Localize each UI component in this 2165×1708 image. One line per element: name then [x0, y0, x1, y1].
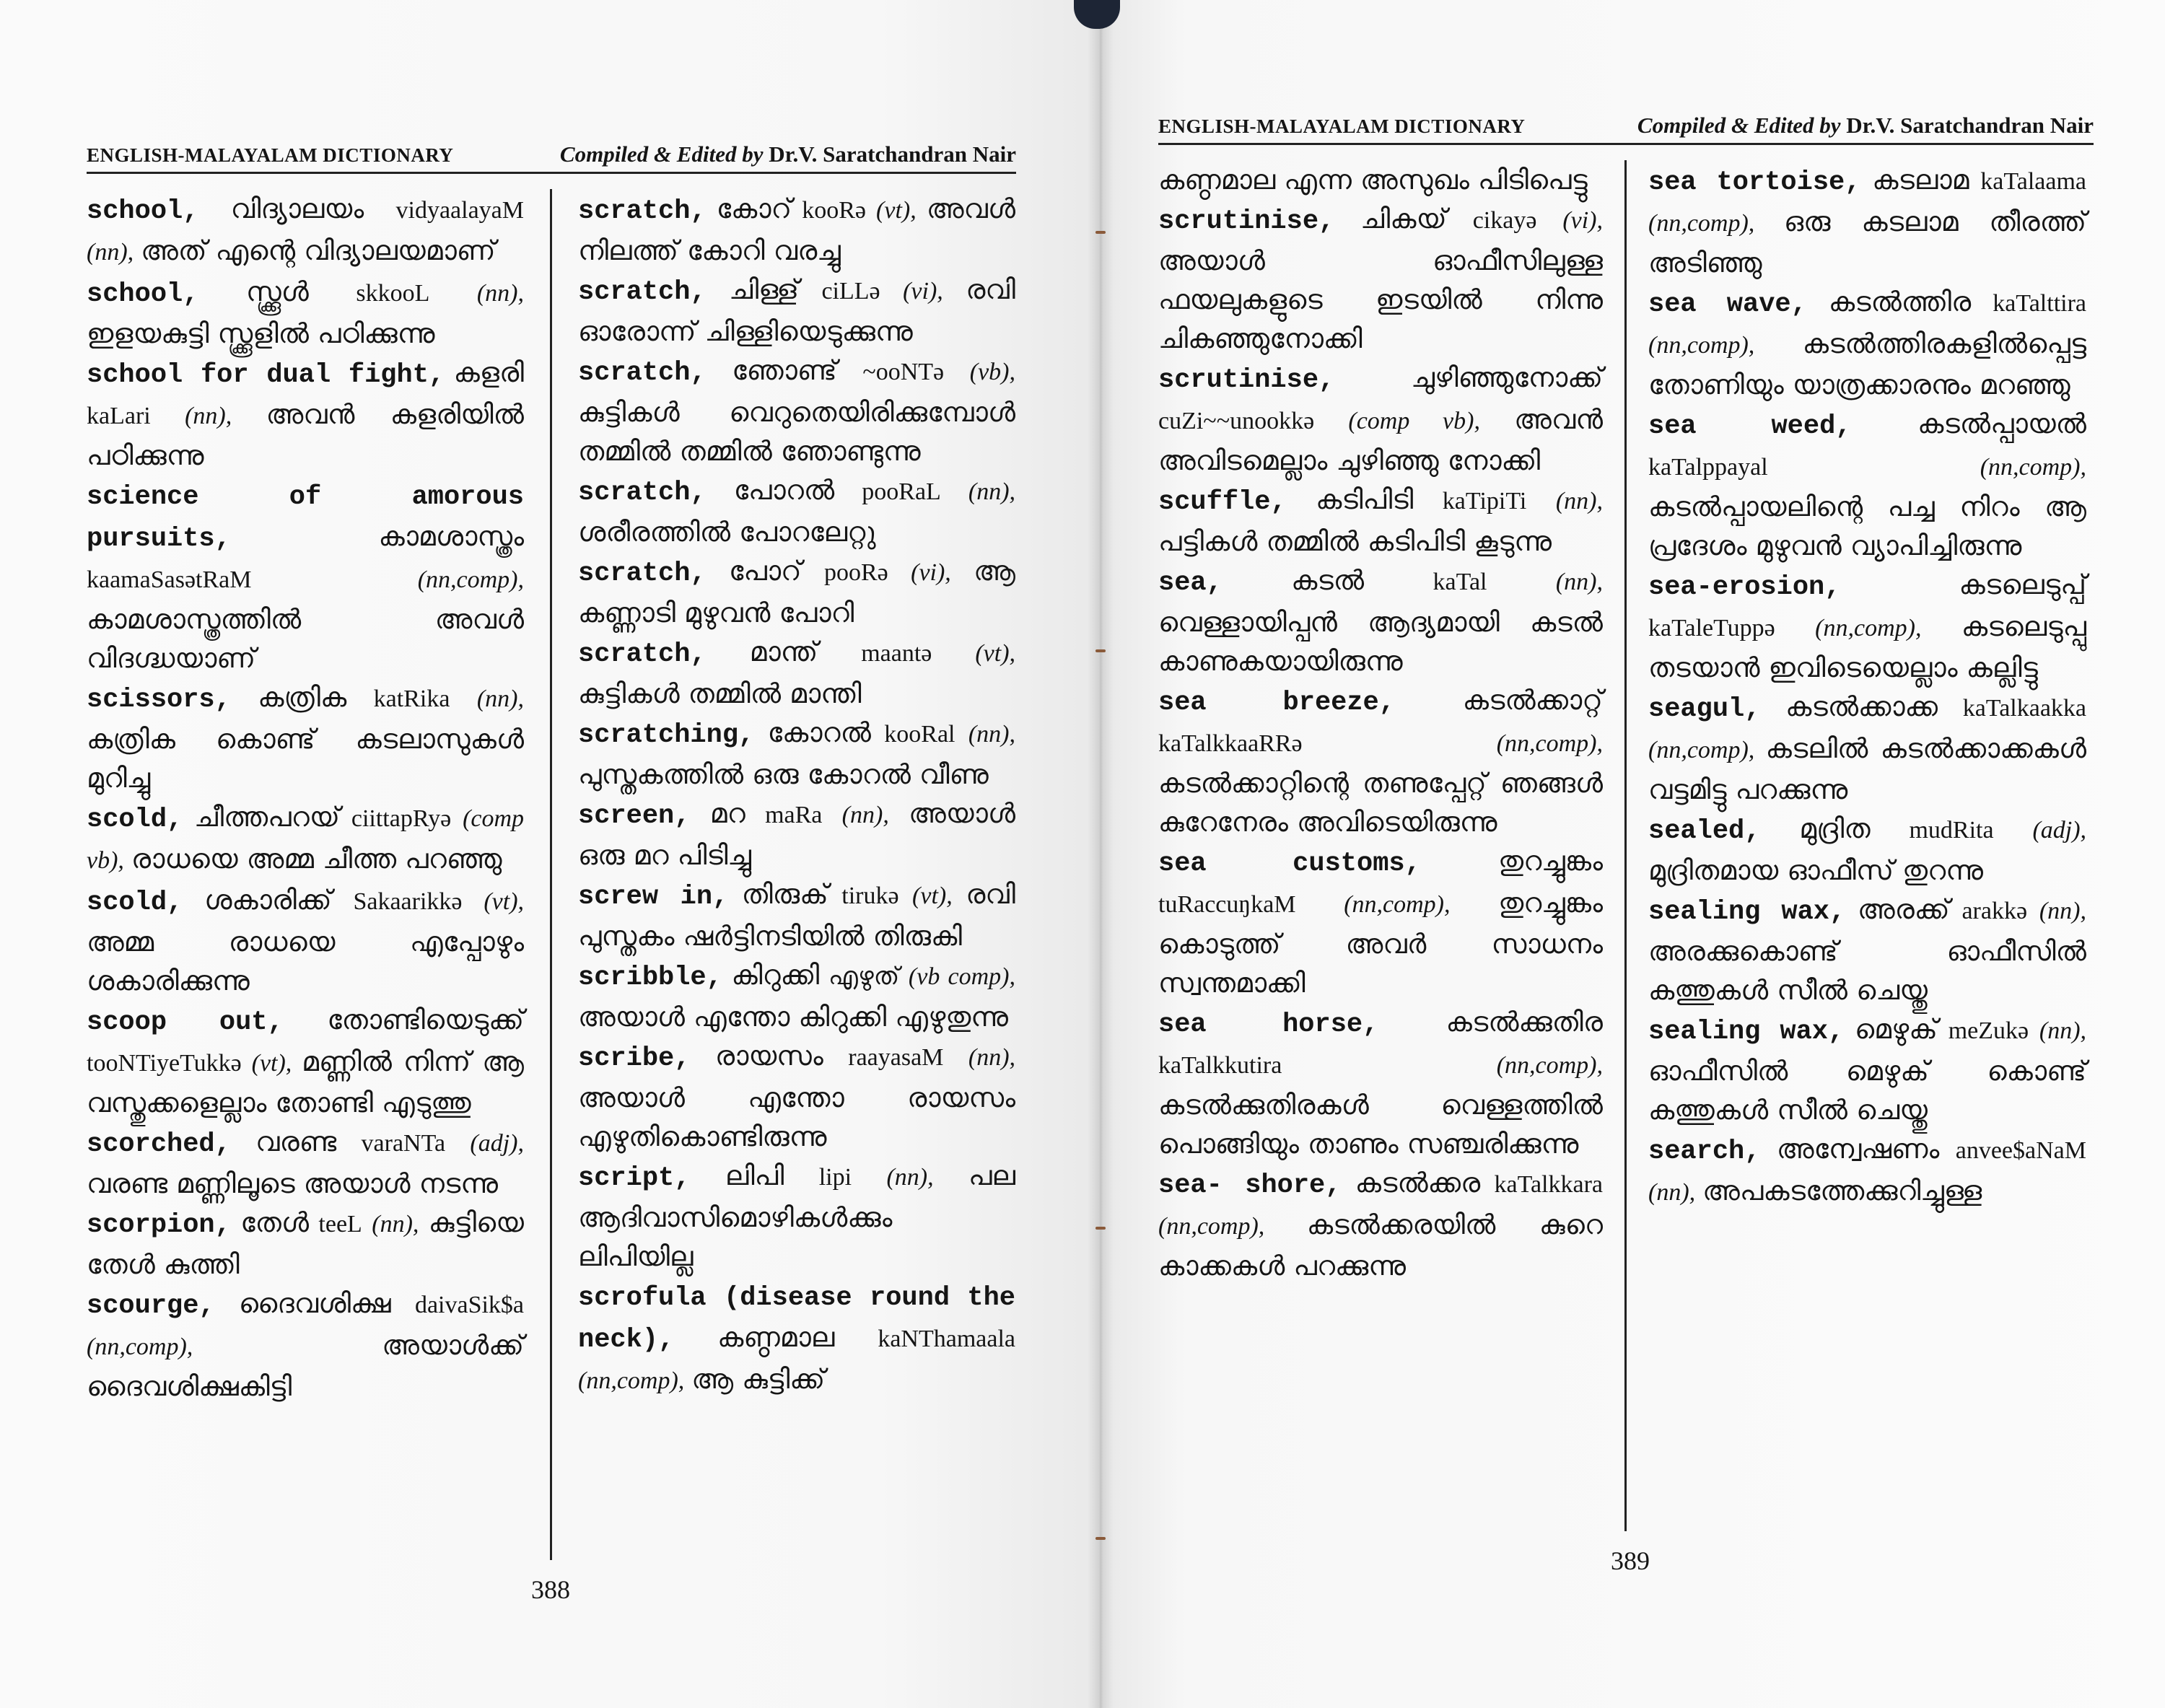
grammar-tag: (vt),	[912, 883, 953, 909]
left-page-header	[87, 141, 1016, 174]
transliteration: pooRaL	[862, 478, 941, 505]
grammar-tag: (nn),	[841, 802, 889, 828]
malayalam-meaning: രായസം	[714, 1040, 823, 1072]
malayalam-meaning: കാമശാസ്ത്രം	[378, 520, 524, 552]
dictionary-entry	[578, 632, 1015, 713]
grammar-tag: (vt),	[251, 1050, 292, 1077]
grammar-tag: (nn),	[968, 478, 1016, 505]
headword: search,	[1648, 1137, 1761, 1167]
example-sentence: അവൻ കളരിയിൽ പഠിക്കുന്നു	[87, 398, 525, 471]
dictionary-entry	[578, 1276, 1015, 1401]
example-sentence: പട്ടികൾ തമ്മിൽ കടിപിടി കൂടുന്നു	[1158, 525, 1552, 557]
header-title: ENGLISH-MALAYALAM DICTIONARY	[1158, 115, 1526, 137]
grammar-tag: (nn),	[1555, 569, 1604, 595]
dictionary-entry	[578, 351, 1015, 470]
transliteration: kaTalkkutira	[1158, 1052, 1282, 1079]
binding-stitch	[1095, 1537, 1106, 1540]
example-sentence: കുട്ടിയെ തേൾ കുത്തി	[87, 1206, 524, 1280]
headword: school for dual fight,	[87, 360, 445, 390]
headword: scourge,	[87, 1291, 215, 1321]
dictionary-entry	[87, 1122, 524, 1203]
transliteration: cuZi~~unookkə	[1158, 408, 1315, 434]
dictionary-entry	[87, 475, 524, 678]
malayalam-meaning: അന്വേഷണം	[1776, 1133, 1940, 1165]
example-sentence: ഇളയകുട്ടി സ്ക്കൂളിൽ പഠിക്കുന്നു	[87, 317, 435, 349]
grammar-tag: (nn),	[372, 1211, 419, 1238]
dictionary-entry	[1158, 841, 1603, 1002]
book-spine	[1088, 0, 1114, 1708]
malayalam-meaning: കടൽക്കാക്ക	[1785, 691, 1938, 722]
headword: school,	[87, 196, 199, 227]
malayalam-meaning: അരക്ക്	[1858, 893, 1950, 925]
malayalam-meaning: ചികയ്	[1360, 203, 1447, 235]
malayalam-meaning: കോറ്	[716, 193, 792, 224]
dictionary-entry	[578, 713, 1015, 794]
transliteration: katRika	[373, 686, 450, 712]
entries-column-2	[1624, 160, 2094, 1531]
binding-stitch	[1095, 1227, 1106, 1230]
example-sentence: അപകടത്തേക്കുറിച്ചുള്ള	[1702, 1175, 1982, 1206]
headword: scratching,	[578, 720, 755, 750]
grammar-tag: (nn,comp),	[578, 1367, 685, 1394]
right-page	[1101, 0, 2165, 1708]
dictionary-entry	[1158, 199, 1603, 358]
headword: scuffle,	[1158, 487, 1287, 517]
grammar-tag: (nn,comp),	[1648, 737, 1755, 763]
dictionary-entry	[87, 189, 524, 272]
headword: scratch,	[578, 196, 707, 227]
headword: science of amorous pursuits,	[87, 482, 524, 554]
example-sentence: അരക്കുകൊണ്ട് ഓഫീസിൽ കത്തുകൾ സീൽ ചെയ്തു	[1648, 935, 2086, 1006]
headword: sea weed,	[1648, 411, 1852, 442]
transliteration: kaTalppayal	[1648, 454, 1768, 481]
transliteration: maantə	[861, 640, 932, 667]
headword: scissors,	[87, 685, 231, 715]
dictionary-entry	[1158, 160, 1603, 199]
dictionary-entry	[1648, 282, 2086, 404]
malayalam-meaning: സ്ക്കൂൾ	[245, 276, 309, 307]
transliteration: kaNThamaala	[878, 1326, 1016, 1352]
example-sentence: കടൽത്തിരകളിൽപ്പെട്ട തോണിയും യാത്രക്കാരനും മറഞ്ഞു	[1648, 328, 2086, 400]
example-sentence: കടൽക്കാറ്റിന്റെ തണുപ്പേറ്റ് ഞങ്ങൾ കുറേനേരം അവിടെയിരുന്നു	[1158, 767, 1603, 838]
entries-column-1	[1158, 160, 1613, 1531]
malayalam-meaning: ശകാരിക്ക്	[204, 884, 332, 916]
transliteration: kaTipiTi	[1442, 488, 1527, 514]
dictionary-entry	[1648, 1129, 2086, 1212]
example-sentence: ആ കണ്ണാടി മുഴുവൻ പോറി	[578, 555, 1016, 629]
grammar-tag: (comp vb),	[1348, 408, 1480, 434]
grammar-tag: (adj),	[2032, 817, 2087, 844]
example-sentence: അയാൾ ഒരു മറ പിടിച്ചു	[578, 797, 1016, 871]
grammar-tag: (nn),	[1648, 1179, 1696, 1206]
headword: scribble,	[578, 963, 722, 993]
grammar-tag: (nn),	[886, 1164, 934, 1191]
headword: sea- shore,	[1158, 1170, 1342, 1201]
example-sentence: രവി പുസ്തകം ഷർട്ടിനടിയിൽ തിരുകി	[578, 878, 1016, 952]
grammar-tag: (nn,comp),	[87, 1333, 193, 1360]
grammar-tag: (nn,comp),	[1496, 730, 1603, 757]
transliteration: anvee$aNaM	[1955, 1137, 2086, 1164]
headword: scrofula (disease round the neck),	[578, 1283, 1015, 1355]
grammar-tag: (nn),	[1555, 488, 1603, 514]
transliteration: kaTalkaakka	[1962, 695, 2086, 722]
dictionary-entry	[578, 794, 1015, 875]
dictionary-entry	[87, 353, 524, 475]
dictionary-entry	[1648, 809, 2086, 890]
transliteration: daivaSik$a	[414, 1292, 525, 1318]
example-sentence: അവൾ നിലത്ത് കോറി വരച്ചു	[578, 193, 1016, 266]
malayalam-meaning: തുറച്ചുങ്കം	[1498, 845, 1603, 877]
example-sentence: അത് എന്റെ വിദ്യാലയമാണ്	[141, 235, 496, 266]
malayalam-meaning: മുദ്രിത	[1799, 813, 1871, 844]
dictionary-entry	[578, 189, 1015, 270]
transliteration: kaTal	[1433, 569, 1487, 595]
dictionary-entry	[578, 875, 1015, 955]
example-sentence: വരണ്ട മണ്ണിലൂടെ അയാൾ നടന്നു	[87, 1168, 499, 1199]
grammar-tag: (vb comp),	[908, 963, 1016, 990]
malayalam-meaning: കത്രിക	[258, 681, 347, 713]
transliteration: lipi	[818, 1164, 852, 1191]
example-sentence: ഓഫീസിൽ മെഴുക് കൊണ്ട് കത്തുകൾ സീൽ ചെയ്തു	[1648, 1055, 2086, 1126]
example-sentence: അമ്മ രാധയെ എപ്പോഴും ശകാരിക്കുന്നു	[87, 926, 524, 997]
malayalam-meaning: കടൽക്കര	[1355, 1167, 1481, 1199]
transliteration: skkooL	[356, 280, 430, 307]
dictionary-entry	[87, 272, 524, 353]
example-sentence: മുദ്രിതമായ ഓഫീസ് തുറന്നു	[1648, 854, 1983, 886]
transliteration: varaNTa	[361, 1130, 446, 1157]
transliteration: kaTalkkaaRRə	[1158, 730, 1303, 757]
dictionary-entry	[87, 1203, 524, 1284]
headword: scratch,	[578, 559, 707, 589]
headword: scratch,	[578, 478, 707, 508]
example-sentence: കടൽക്കരയിൽ കുറെ കാക്കകൾ പറക്കുന്നു	[1158, 1209, 1603, 1282]
dictionary-entry	[1158, 358, 1603, 480]
malayalam-meaning: കടൽക്കുതിര	[1445, 1006, 1603, 1038]
example-sentence: അയാൾ എന്തോ രായസം എഴുതികൊണ്ടിരുന്നു	[578, 1082, 1015, 1152]
malayalam-meaning: ചിള്ള്	[729, 273, 800, 305]
headword: sea horse,	[1158, 1010, 1379, 1040]
grammar-tag: (vi),	[1562, 207, 1603, 234]
transliteration: ciLLə	[821, 278, 880, 305]
headword: scoop out,	[87, 1007, 284, 1038]
headword: scrutinise,	[1158, 206, 1335, 237]
example-sentence: കടലിൽ കടൽക്കാക്കകൾ വട്ടമിട്ടു പറക്കുന്നു	[1648, 732, 2087, 805]
headword: script,	[578, 1163, 691, 1194]
grammar-tag: (nn),	[2039, 1017, 2087, 1044]
transliteration: arakkə	[1961, 898, 2028, 924]
malayalam-meaning: തിരുക്	[741, 878, 828, 910]
grammar-tag: (nn,comp),	[1496, 1052, 1603, 1079]
headword: scratch,	[578, 639, 707, 670]
example-sentence: ആ കുട്ടിക്ക്	[691, 1363, 826, 1395]
grammar-tag: (vt),	[975, 640, 1016, 667]
transliteration: tuRaccuŋkaM	[1158, 891, 1296, 918]
malayalam-meaning: കടിപിടി	[1316, 483, 1414, 515]
transliteration: kaamaSasətRaM	[87, 566, 252, 593]
dictionary-entry	[578, 270, 1015, 351]
grammar-tag: (nn,comp),	[1648, 332, 1755, 359]
headword: screw in,	[578, 882, 729, 912]
header-credit: Compiled & Edited by Dr.V. Saratchandran Nair	[559, 141, 1016, 167]
headword: sea customs,	[1158, 849, 1421, 879]
transliteration: kaTaleTuppə	[1648, 615, 1775, 641]
headword: scorpion,	[87, 1210, 231, 1240]
grammar-tag: (vi),	[903, 278, 943, 305]
dictionary-entry	[87, 797, 524, 880]
headword: sea tortoise,	[1648, 167, 1861, 198]
malayalam-meaning: മറ	[709, 797, 745, 829]
dictionary-entry	[1648, 404, 2086, 565]
example-sentence: കണ്ഠമാല എന്ന അസുഖം പിടിപെട്ടു	[1158, 164, 1588, 196]
dictionary-entry	[578, 1156, 1015, 1276]
example-sentence: തുറച്ചുങ്കം കൊടുത്ത് അവർ സാധനം സ്വന്തമാക്കി	[1158, 887, 1604, 999]
binding-stitch	[1095, 649, 1106, 652]
headword: scratch,	[578, 277, 707, 307]
malayalam-meaning: ചുഴിഞ്ഞുനോക്ക്	[1411, 362, 1603, 393]
grammar-tag: (nn),	[968, 1044, 1016, 1071]
dictionary-entry	[87, 678, 524, 797]
grammar-tag: (vb),	[969, 359, 1016, 385]
grammar-tag: (nn,comp),	[1980, 454, 2086, 481]
grammar-tag: (adj),	[470, 1130, 524, 1157]
transliteration: kaTalttira	[1993, 290, 2086, 317]
transliteration: teeL	[318, 1211, 362, 1238]
malayalam-meaning: തോണ്ടിയെടുക്ക്	[327, 1004, 524, 1035]
dictionary-entry	[578, 551, 1015, 632]
example-sentence: കുട്ടികൾ തമ്മിൽ മാന്തി	[578, 678, 862, 709]
grammar-tag: (nn,comp),	[417, 566, 524, 593]
dictionary-entry	[87, 880, 524, 1000]
example-sentence: രാധയെ അമ്മ ചീത്ത പറഞ്ഞു	[131, 843, 502, 875]
malayalam-meaning: ലിപി	[725, 1160, 784, 1191]
page-number: 389	[1611, 1546, 1650, 1575]
dictionary-entry	[1158, 561, 1603, 680]
example-sentence: ശരീരത്തിൽ പോറലേറ്റു	[578, 516, 876, 548]
transliteration: cikayə	[1472, 207, 1537, 234]
malayalam-meaning: ദൈവശിക്ഷ	[238, 1287, 391, 1319]
malayalam-meaning: കടലെടുപ്പ്	[1959, 569, 2086, 600]
transliteration: kaTalkkara	[1494, 1171, 1604, 1198]
example-sentence: രവി ഓരോന്ന് ചിള്ളിയെടുക്കുന്നു	[578, 273, 1016, 347]
dictionary-entry	[1648, 890, 2086, 1010]
malayalam-meaning: തേൾ	[240, 1206, 309, 1238]
transliteration: vidyaalayaM	[395, 197, 524, 224]
example-sentence: മണ്ണിൽ നിന്ന് ആ വസ്തുക്കളെല്ലാം തോണ്ടി എടുത്തു	[87, 1046, 524, 1118]
transliteration: mudRita	[1909, 817, 1994, 844]
headword: screen,	[578, 801, 691, 831]
grammar-tag: (nn),	[185, 403, 232, 429]
example-sentence: പുസ്തകത്തിൽ ഒരു കോറൽ വീണു	[578, 758, 989, 790]
dictionary-entry	[1158, 1163, 1603, 1285]
right-page-header	[1158, 113, 2094, 145]
headword: scratch,	[578, 358, 707, 388]
grammar-tag: (nn,comp),	[1158, 1213, 1265, 1240]
headword: school,	[87, 279, 199, 310]
header-title: ENGLISH-MALAYALAM DICTIONARY	[87, 144, 454, 166]
transliteration: kooRə	[802, 197, 866, 224]
malayalam-meaning: മാന്ത്	[749, 636, 818, 667]
grammar-tag: (nn),	[476, 280, 525, 307]
transliteration: ciittapRyə	[351, 805, 452, 832]
malayalam-meaning: ചീത്തപറയ്	[194, 801, 341, 833]
entries-column-2	[550, 189, 1023, 1560]
dictionary-entry	[578, 470, 1015, 551]
dictionary-entry	[1158, 480, 1603, 561]
malayalam-meaning: കടൽ	[1291, 564, 1365, 596]
header-credit: Compiled & Edited by Dr.V. Saratchandran Nair	[1637, 113, 2094, 138]
transliteration: ~ooNTə	[862, 359, 945, 385]
transliteration: kooRal	[884, 721, 955, 748]
example-sentence: കടൽക്കുതിരകൾ വെള്ളത്തിൽ പൊങ്ങിയും താണും സഞ്ചരിക്കുന്നു	[1158, 1089, 1603, 1160]
grammar-tag: (nn,comp),	[1648, 210, 1755, 237]
malayalam-meaning: പോറൽ	[733, 474, 835, 506]
malayalam-meaning: കടൽത്തിര	[1828, 286, 1972, 317]
headword: sealing wax,	[1648, 1017, 1845, 1047]
grammar-tag: (nn,comp),	[1815, 615, 1922, 641]
grammar-tag: (vi),	[911, 559, 951, 586]
dictionary-entry	[578, 955, 1015, 1036]
example-sentence: അവൻ അവിടമെല്ലാം ചുഴിഞ്ഞു നോക്കി	[1158, 403, 1603, 476]
dictionary-entry	[1158, 680, 1603, 841]
binding-stitch	[1095, 231, 1106, 234]
malayalam-meaning: കടൽപ്പായൽ	[1917, 408, 2086, 439]
dictionary-entry	[1648, 1010, 2086, 1129]
grammar-tag: (comp vb),	[87, 805, 525, 874]
grammar-tag: (nn),	[476, 686, 524, 712]
headword: sea,	[1158, 568, 1223, 598]
headword: scold,	[87, 888, 183, 918]
page-number: 388	[531, 1575, 570, 1604]
transliteration: kaLari	[87, 403, 151, 429]
entries-column-1	[87, 189, 534, 1488]
malayalam-meaning: കണ്ഠമാല	[717, 1321, 835, 1353]
grammar-tag: (nn),	[2039, 898, 2087, 924]
malayalam-meaning: കളരി	[453, 356, 524, 388]
malayalam-meaning: കോറൽ	[767, 717, 871, 748]
dictionary-entry	[87, 1284, 524, 1406]
grammar-tag: (vt),	[876, 197, 917, 224]
grammar-tag: (vt),	[484, 888, 525, 915]
dictionary-entry	[578, 1036, 1015, 1156]
headword: sealed,	[1648, 816, 1761, 846]
example-sentence: കുട്ടികൾ വെറുതെയിരിക്കുമ്പോൾ തമ്മിൽ തമ്മിൽ ഞോണ്ടുന്നു	[578, 396, 1015, 467]
transliteration: tirukə	[841, 883, 899, 909]
example-sentence: അയാൾ എന്തോ കിറുക്കി എഴുതുന്നു	[578, 1001, 1009, 1033]
headword: scribe,	[578, 1043, 691, 1074]
grammar-tag: (nn),	[87, 239, 134, 266]
dictionary-entry	[1648, 160, 2086, 282]
transliteration: എഴുത്	[828, 963, 900, 990]
dictionary-entry	[1648, 687, 2086, 809]
dictionary-entry	[1158, 1002, 1603, 1163]
example-sentence: കടൽപ്പായലിന്റെ പച്ച നിറം ആ പ്രദേശം മുഴുവൻ വ്യാപിച്ചിരുന്നു	[1648, 491, 2086, 561]
headword: sea breeze,	[1158, 688, 1395, 718]
malayalam-meaning: വരണ്ട	[255, 1126, 337, 1157]
transliteration: meZukə	[1948, 1017, 2029, 1044]
example-sentence: അയാൾ ഓഫീസിലുള്ള ഫയലുകളുടെ ഇടയിൽ നിന്നു ചികഞ്ഞുനോക്കി	[1158, 245, 1603, 354]
malayalam-meaning: ഞോണ്ട്	[732, 354, 837, 386]
headword: sea wave,	[1648, 289, 1807, 320]
dictionary-entry	[87, 1000, 524, 1122]
transliteration: tooNTiyeTukkə	[87, 1050, 242, 1077]
example-sentence: ഒരു കടലാമ തീരത്ത് അടിഞ്ഞു	[1648, 206, 2086, 279]
example-sentence: കടലെടുപ്പു തടയാൻ ഇവിടെയെല്ലാം കല്ലിട്ടു	[1648, 610, 2086, 683]
malayalam-meaning: മെഴുക്	[1854, 1013, 1938, 1045]
example-sentence: വെള്ളായിപ്പൻ ആദ്യമായി കടൽ കാണുകയായിരുന്നു	[1158, 606, 1603, 677]
headword: sea-erosion,	[1648, 572, 1841, 603]
transliteration: raayasaM	[848, 1044, 944, 1071]
example-sentence: അയാൾക്ക് ദൈവശിക്ഷകിട്ടി	[87, 1329, 524, 1402]
grammar-tag: (nn,comp),	[1344, 891, 1451, 918]
grammar-tag: (nn),	[968, 721, 1016, 748]
headword: sealing wax,	[1648, 897, 1846, 927]
example-sentence: കാമശാസ്ത്രത്തിൽ അവൾ വിദഗ്ദ്ധയാണ്	[87, 603, 524, 674]
malayalam-meaning: കിറുക്കി	[731, 959, 820, 991]
headword: scold,	[87, 805, 183, 835]
example-sentence: പല ആദിവാസിമൊഴികൾക്കും ലിപിയില്ല	[578, 1160, 1016, 1272]
dictionary-entry	[1648, 565, 2086, 687]
headword: scorched,	[87, 1129, 231, 1160]
transliteration: kaTalaama	[1980, 168, 2087, 195]
example-sentence: കത്രിക കൊണ്ട് കടലാസുകൾ മുറിച്ചു	[87, 723, 524, 794]
malayalam-meaning: വിദ്യാലയം	[230, 193, 364, 224]
transliteration: Sakaarikkə	[353, 888, 463, 915]
malayalam-meaning: പോറ്	[729, 555, 802, 587]
transliteration: maRa	[765, 802, 823, 828]
transliteration: pooRə	[823, 559, 888, 586]
headword: scrutinise,	[1158, 365, 1335, 395]
headword: seagul,	[1648, 694, 1761, 724]
malayalam-meaning: കടലാമ	[1872, 164, 1969, 196]
malayalam-meaning: കടൽക്കാറ്റ്	[1462, 684, 1603, 716]
